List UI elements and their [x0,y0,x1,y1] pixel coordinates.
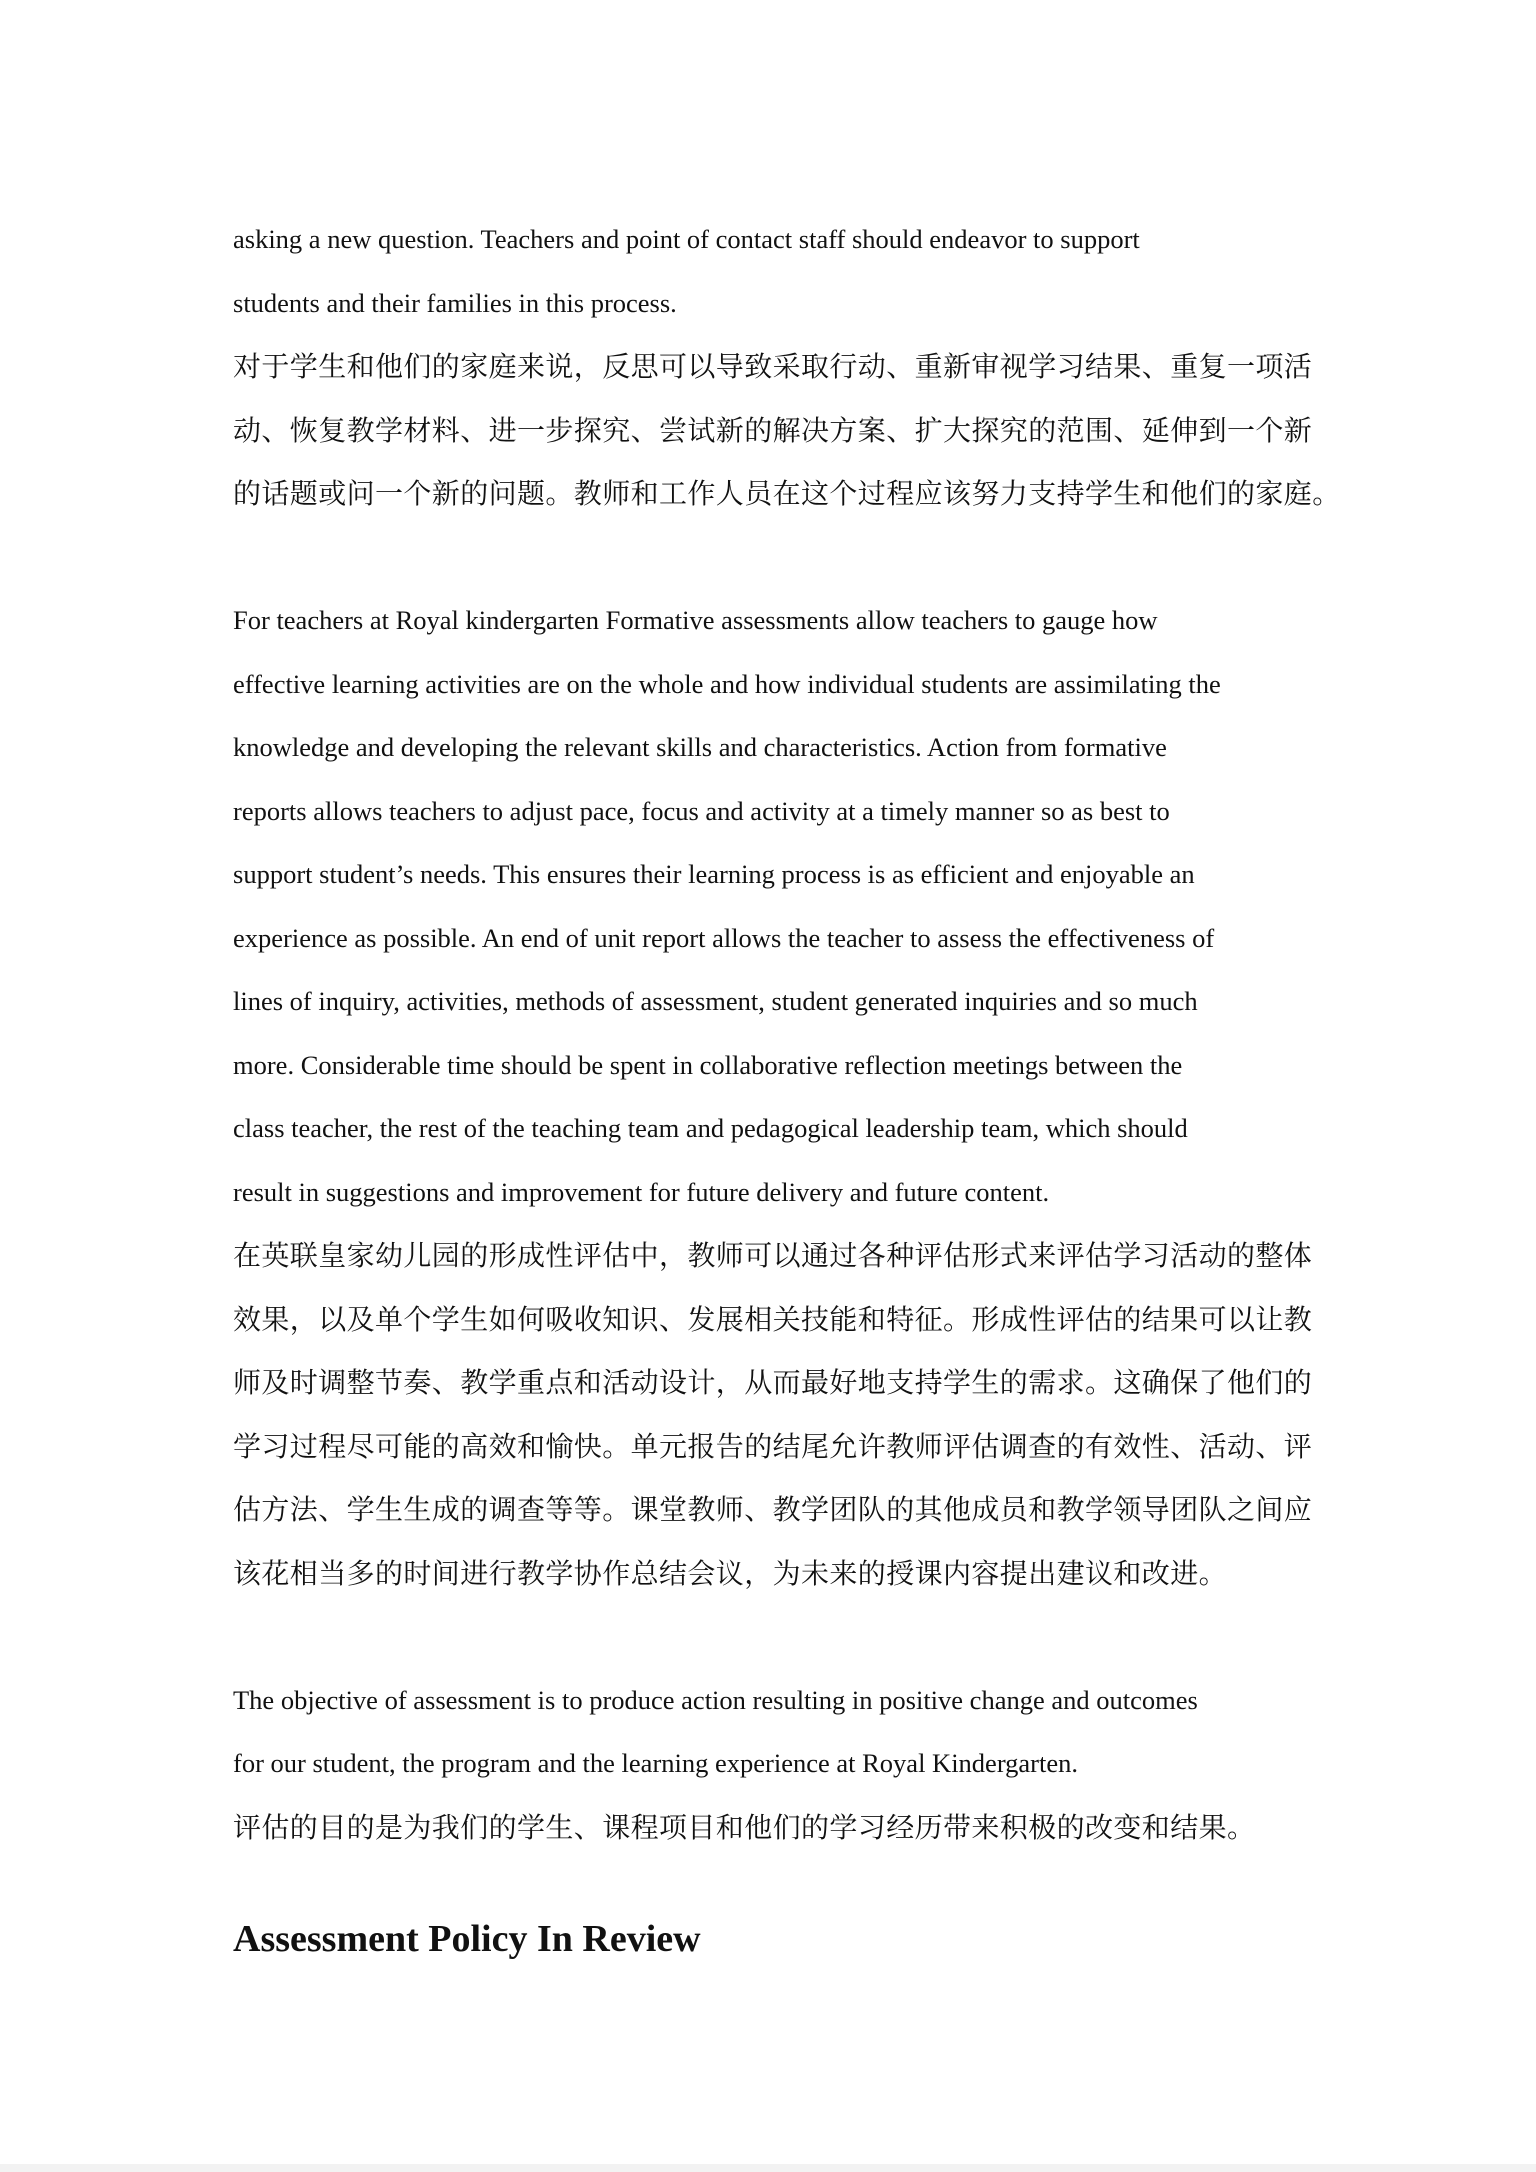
text-line-zh: 对于学生和他们的家庭来说，反思可以导致采取行动、重新审视学习结果、重复一项活 [233,350,1313,383]
text-line-zh: 该花相当多的时间进行教学协作总结会议，为未来的授课内容提出建议和改进。 [233,1556,1228,1590]
document-body [233,208,1341,1859]
text-line: experience as possible. An end of unit report allows the teacher to assess the effectiveness of [233,922,1215,953]
text-line: effective learning activities are on the whole and how individual students are assimilating the [233,668,1221,699]
text-line: asking a new question. Teachers and point of contact staff should endeavor to support [233,224,1140,254]
text-line-zh: 的话题或问一个新的问题。教师和工作人员在这个过程应该努力支持学生和他们的家庭。 [233,477,1341,510]
paragraph-formative-assessment [233,589,1338,1605]
paragraph-spacer [233,1605,1338,1669]
text-line: reports allows teachers to adjust pace, focus and activity at a timely manner so as best to [233,795,1170,826]
text-line-zh: 估方法、学生生成的调查等等。课堂教师、教学团队的其他成员和教学领导团队之间应 [233,1493,1313,1526]
section-heading: Assessment Policy In Review [233,1918,701,1960]
text-line: lines of inquiry, activities, methods of assessment, student generated inquiries and so much [233,986,1198,1016]
text-line: students and their families in this process. [233,287,677,318]
text-line: class teacher, the rest of the teaching team and pedagogical leadership team, which should [233,1113,1188,1143]
paragraph-spacer [233,526,1338,590]
text-line-zh: 效果，以及单个学生如何吸收知识、发展相关技能和特征。形成性评估的结果可以让教 [233,1302,1313,1336]
text-line: The objective of assessment is to produce action resulting in positive change and outcomes [233,1684,1198,1715]
text-line-zh: 学习过程尽可能的高效和愉快。单元报告的结尾允许教师评估调查的有效性、活动、评 [233,1429,1313,1463]
text-line-zh: 在英联皇家幼儿园的形成性评估中，教师可以通过各种评估形式来评估学习活动的整体 [233,1239,1313,1272]
text-line: support student’s needs. This ensures their learning process is as efficient and enjoyable an [233,859,1195,889]
text-line: For teachers at Royal kindergarten Formative assessments allow teachers to gauge how [233,605,1158,635]
text-line-zh: 动、恢复教学材料、进一步探究、尝试新的解决方案、扩大探究的范围、延伸到一个新 [233,413,1313,447]
text-line: knowledge and developing the relevant skills and characteristics. Action from formative [233,732,1167,762]
page-bottom-edge [0,2164,1536,2172]
text-line-zh: 评估的目的是为我们的学生、课程项目和他们的学习经历带来积极的改变和结果。 [233,1810,1256,1844]
text-line: result in suggestions and improvement for future delivery and future content. [233,1176,1050,1207]
text-line: more. Considerable time should be spent in collaborative reflection meetings between the [233,1049,1183,1080]
paragraph-reflection [233,208,1341,526]
text-line: for our student, the program and the learning experience at Royal Kindergarten. [233,1748,1078,1778]
paragraph-objective [233,1669,1338,1860]
text-line-zh: 师及时调整节奏、教学重点和活动设计，从而最好地支持学生的需求。这确保了他们的 [233,1366,1313,1399]
